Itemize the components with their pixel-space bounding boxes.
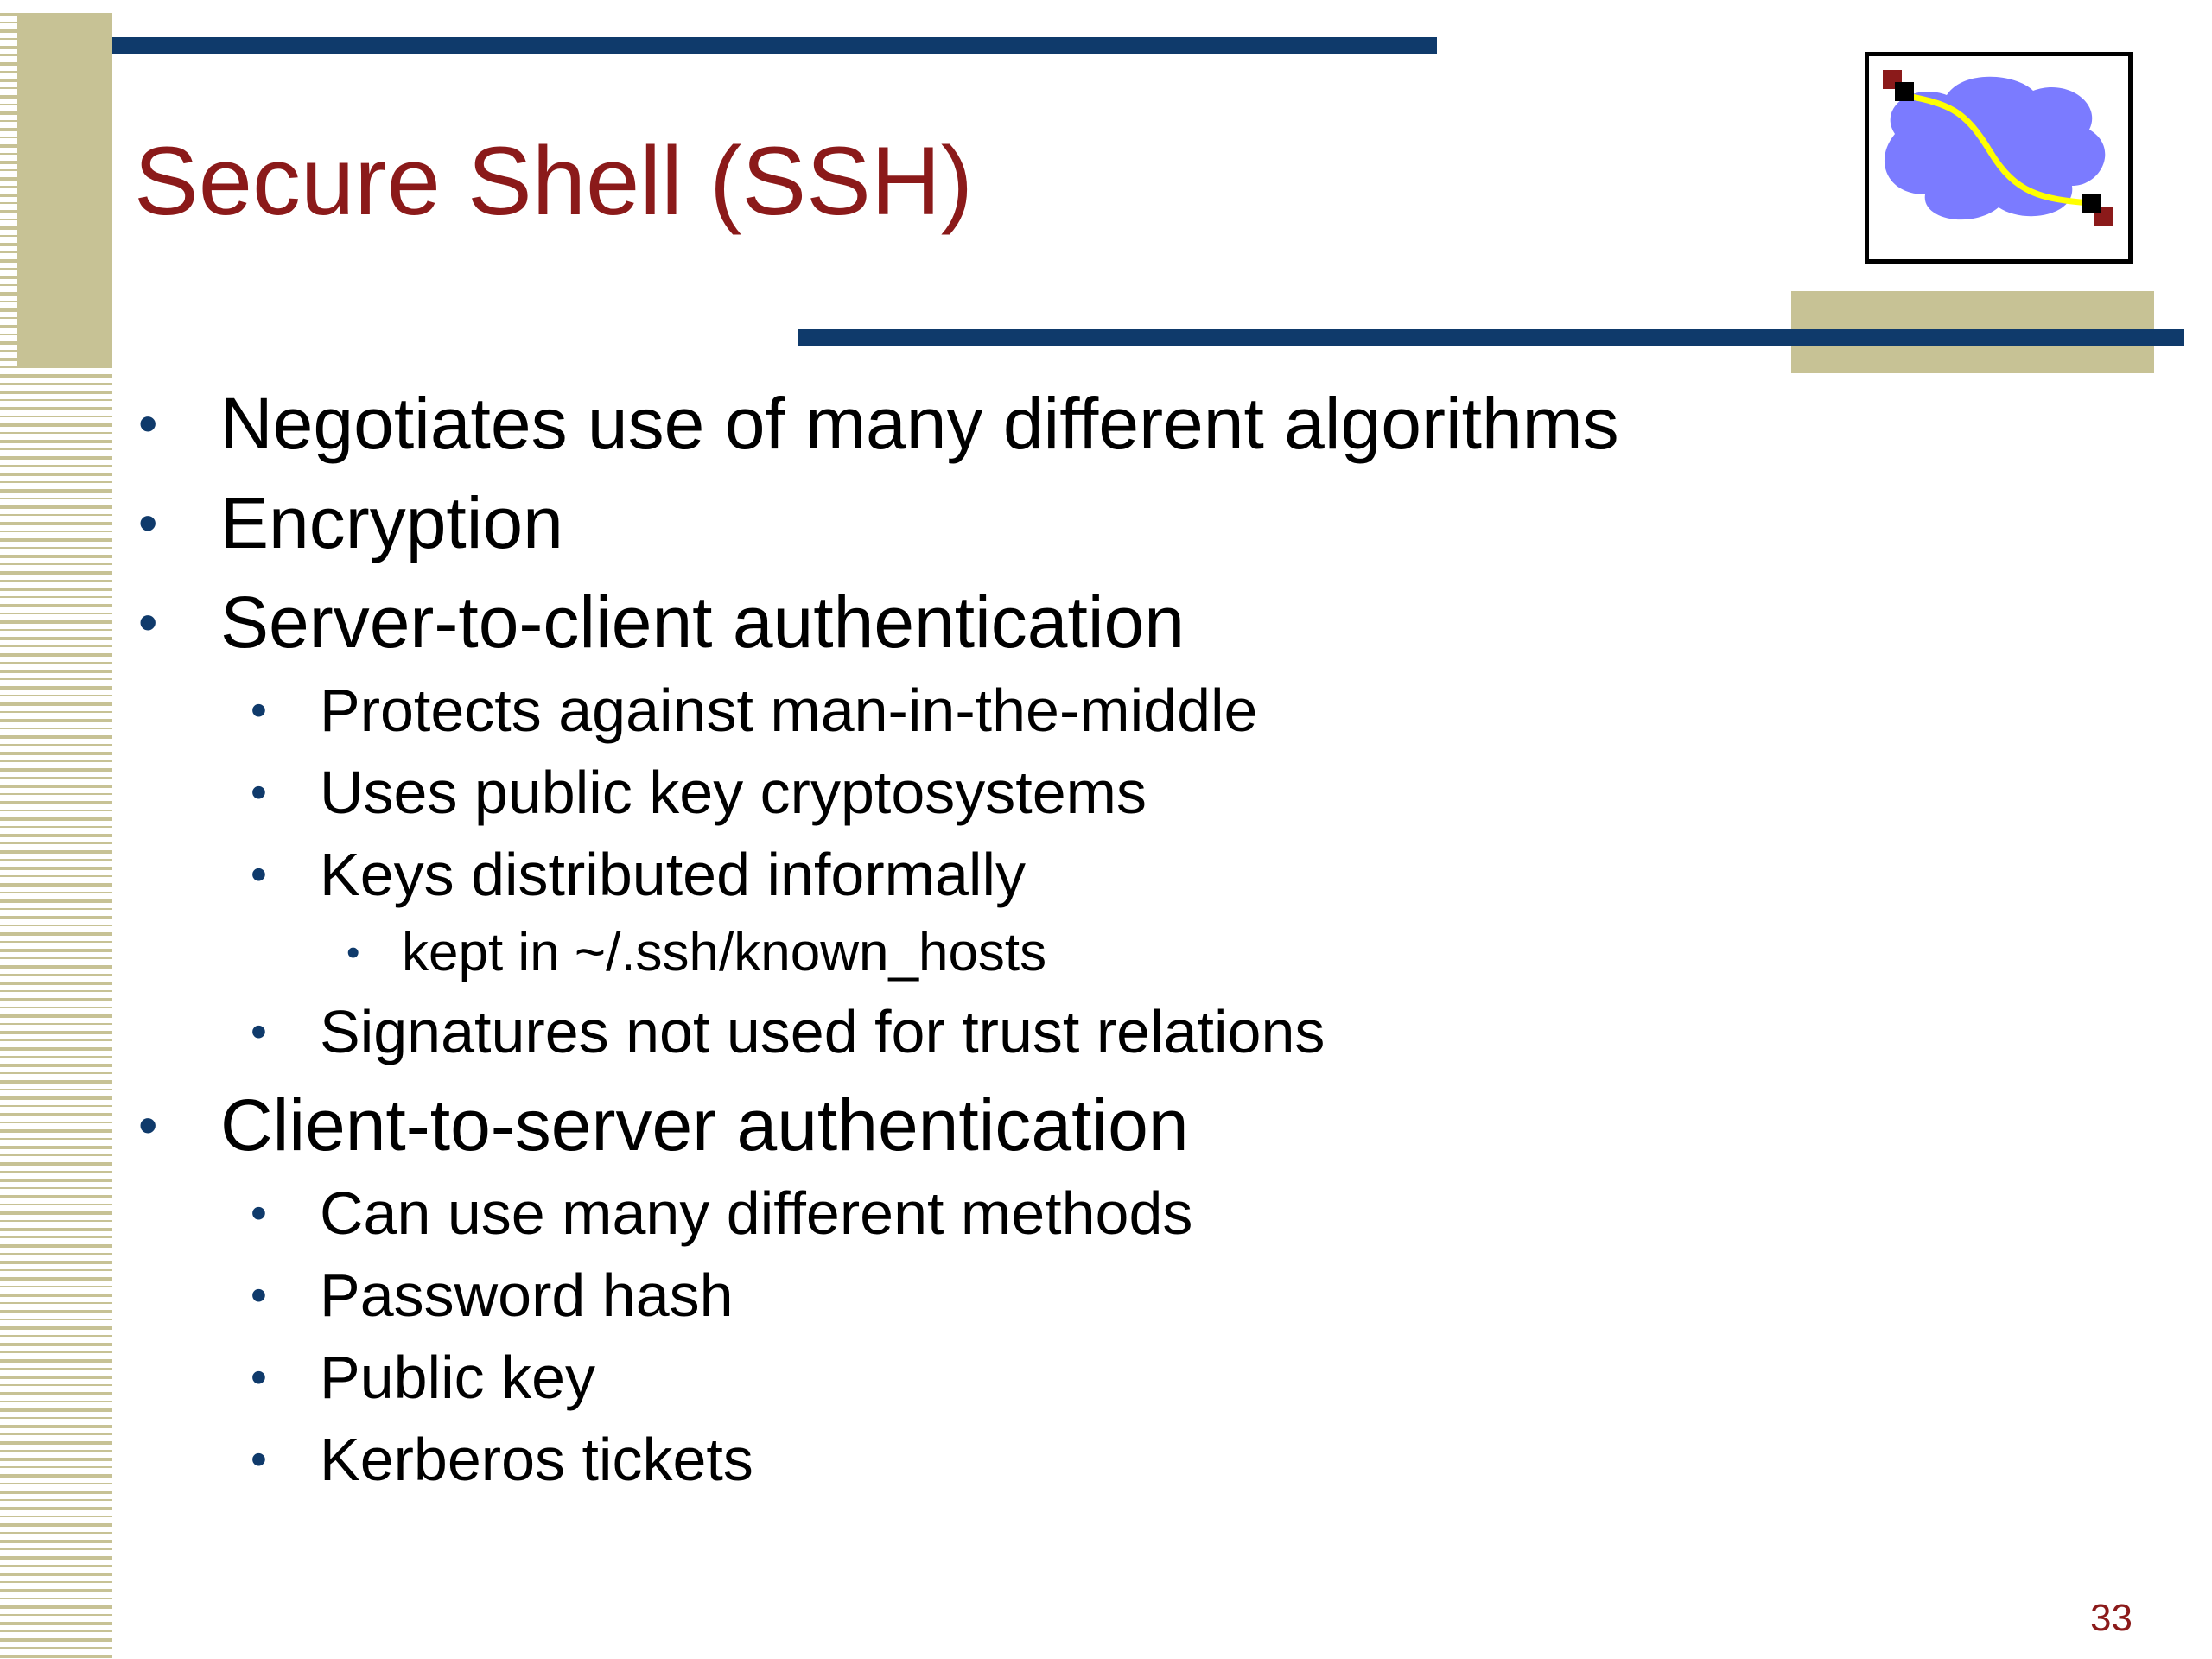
bullet-dot: • [251, 766, 267, 818]
bullet-dot: • [346, 931, 360, 974]
network-tunnel-icon [1865, 52, 2133, 264]
bullet-item: • Client-to-server authentication [220, 1082, 1189, 1168]
bullet-dot: • [251, 1006, 267, 1058]
bullet-dot: • [251, 1351, 267, 1403]
bullet-dot: • [251, 684, 267, 736]
bullet-dot: • [251, 1433, 267, 1485]
bullet-item: • Can use many different methods [320, 1177, 1192, 1249]
bullet-dot: • [251, 849, 267, 900]
page-number: 33 [2090, 1597, 2133, 1639]
slide-title: Secure Shell (SSH) [134, 127, 974, 235]
bullet-dot: • [138, 591, 158, 653]
bullet-item: • Uses public key cryptosystems [320, 756, 1147, 829]
bullet-item: • kept in ~/.ssh/known_hosts [402, 920, 1046, 986]
top-rule [50, 37, 1437, 54]
bullet-item: • Server-to-client authentication [220, 579, 1185, 665]
bullet-dot: • [138, 392, 158, 454]
bullet-dot: • [138, 1094, 158, 1156]
bullet-item: • Password hash [320, 1259, 734, 1332]
bullet-item: • Protects against man-in-the-middle [320, 674, 1257, 747]
bullet-item: • Signatures not used for trust relations [320, 995, 1325, 1068]
bullet-dot: • [251, 1269, 267, 1321]
bullet-item: • Kerberos tickets [320, 1423, 753, 1496]
bullet-dot: • [251, 1187, 267, 1239]
decorative-stripe-solid [17, 13, 112, 367]
bullet-item: • Negotiates use of many different algorithms [220, 380, 1619, 467]
bullet-dot: • [138, 492, 158, 554]
title-underline-rule [798, 329, 2184, 346]
bullet-item: • Encryption [220, 480, 563, 566]
bullet-item: • Public key [320, 1341, 595, 1414]
bullet-item: • Keys distributed informally [320, 838, 1026, 911]
